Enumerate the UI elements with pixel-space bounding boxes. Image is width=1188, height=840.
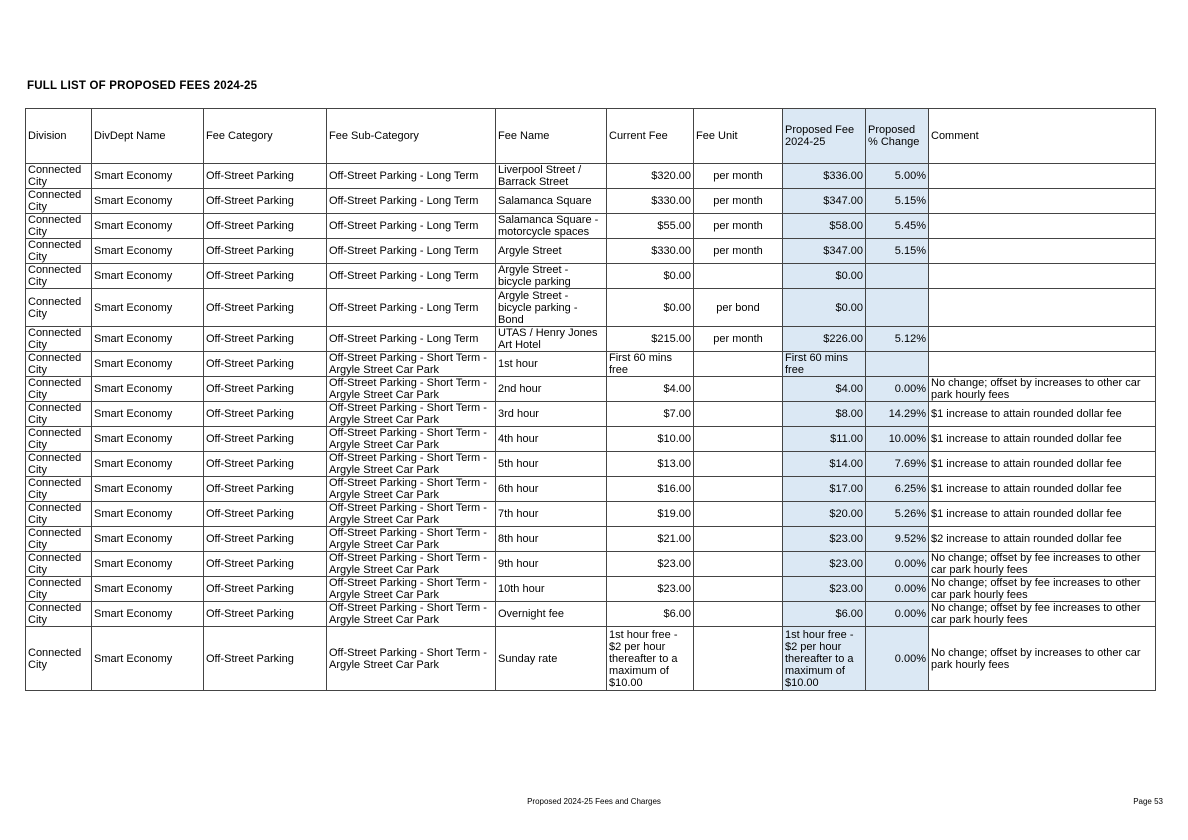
cell-fee-unit: [694, 264, 783, 289]
table-row: [26, 477, 1156, 502]
cell-comment: $1 increase to attain rounded dollar fee: [929, 452, 1156, 477]
cell-division: Connected City: [26, 239, 92, 264]
cell-current-fee: $7.00: [607, 402, 694, 427]
cell-fee-name: 3rd hour: [496, 402, 607, 427]
cell-divdept-name: Smart Economy: [92, 602, 204, 627]
cell-fee-category: Off-Street Parking: [204, 327, 327, 352]
cell-comment: No change; offset by fee increases to other car park hourly fees: [929, 577, 1156, 602]
cell-current-fee: First 60 mins free: [607, 352, 694, 377]
footer-page-number: Page 53: [1133, 797, 1163, 806]
table-row: [26, 602, 1156, 627]
cell-divdept-name: Smart Economy: [92, 477, 204, 502]
cell-fee-sub-category: Off-Street Parking - Long Term: [327, 164, 496, 189]
cell-proposed-fee: First 60 mins free: [783, 352, 866, 377]
table-row: [26, 264, 1156, 289]
cell-fee-sub-category: Off-Street Parking - Short Term - Argyle Street Car Park: [327, 502, 496, 527]
cell-fee-sub-category: Off-Street Parking - Short Term - Argyle Street Car Park: [327, 402, 496, 427]
cell-fee-unit: per bond: [694, 289, 783, 327]
cell-fee-name: 7th hour: [496, 502, 607, 527]
cell-comment: [929, 164, 1156, 189]
cell-fee-sub-category: Off-Street Parking - Long Term: [327, 214, 496, 239]
header-fee-category: Fee Category: [204, 109, 327, 164]
cell-proposed-fee: $23.00: [783, 527, 866, 552]
cell-fee-category: Off-Street Parking: [204, 377, 327, 402]
table-row: [26, 239, 1156, 264]
cell-proposed-change: [866, 352, 929, 377]
cell-fee-unit: per month: [694, 239, 783, 264]
cell-current-fee: $0.00: [607, 289, 694, 327]
fees-table: [25, 108, 1156, 691]
cell-current-fee: $330.00: [607, 189, 694, 214]
cell-division: Connected City: [26, 189, 92, 214]
cell-proposed-fee: $14.00: [783, 452, 866, 477]
cell-proposed-change: 0.00%: [866, 552, 929, 577]
cell-divdept-name: Smart Economy: [92, 452, 204, 477]
cell-fee-unit: per month: [694, 327, 783, 352]
footer-document-title: Proposed 2024-25 Fees and Charges: [527, 797, 661, 806]
table-row: [26, 527, 1156, 552]
cell-fee-category: Off-Street Parking: [204, 527, 327, 552]
header-fee-unit: Fee Unit: [694, 109, 783, 164]
cell-comment: No change; offset by increases to other car park hourly fees: [929, 627, 1156, 691]
cell-fee-sub-category: Off-Street Parking - Short Term - Argyle Street Car Park: [327, 627, 496, 691]
cell-divdept-name: Smart Economy: [92, 327, 204, 352]
cell-fee-category: Off-Street Parking: [204, 502, 327, 527]
table-row: [26, 452, 1156, 477]
cell-fee-unit: [694, 402, 783, 427]
cell-comment: [929, 239, 1156, 264]
cell-proposed-change: [866, 264, 929, 289]
cell-fee-name: Salamanca Square - motorcycle spaces: [496, 214, 607, 239]
cell-division: Connected City: [26, 214, 92, 239]
cell-fee-category: Off-Street Parking: [204, 239, 327, 264]
cell-divdept-name: Smart Economy: [92, 239, 204, 264]
header-current-fee: Current Fee: [607, 109, 694, 164]
cell-proposed-change: 10.00%: [866, 427, 929, 452]
cell-fee-sub-category: Off-Street Parking - Short Term - Argyle Street Car Park: [327, 452, 496, 477]
table-row: [26, 577, 1156, 602]
cell-comment: [929, 189, 1156, 214]
cell-fee-unit: per month: [694, 164, 783, 189]
cell-comment: $1 increase to attain rounded dollar fee: [929, 477, 1156, 502]
cell-division: Connected City: [26, 402, 92, 427]
cell-proposed-change: 0.00%: [866, 377, 929, 402]
table-row: [26, 402, 1156, 427]
cell-comment: [929, 327, 1156, 352]
cell-fee-unit: [694, 452, 783, 477]
cell-proposed-fee: $11.00: [783, 427, 866, 452]
cell-fee-sub-category: Off-Street Parking - Short Term - Argyle Street Car Park: [327, 577, 496, 602]
cell-current-fee: $19.00: [607, 502, 694, 527]
cell-current-fee: $0.00: [607, 264, 694, 289]
cell-fee-category: Off-Street Parking: [204, 189, 327, 214]
cell-divdept-name: Smart Economy: [92, 577, 204, 602]
header-division: Division: [26, 109, 92, 164]
cell-current-fee: 1st hour free - $2 per hour thereafter to a maximum of $10.00: [607, 627, 694, 691]
cell-fee-category: Off-Street Parking: [204, 627, 327, 691]
cell-division: Connected City: [26, 577, 92, 602]
cell-fee-unit: [694, 477, 783, 502]
cell-proposed-fee: $23.00: [783, 552, 866, 577]
table-row: [26, 164, 1156, 189]
cell-division: Connected City: [26, 327, 92, 352]
cell-comment: $1 increase to attain rounded dollar fee: [929, 427, 1156, 452]
cell-fee-unit: [694, 502, 783, 527]
cell-proposed-fee: $0.00: [783, 264, 866, 289]
table-row: [26, 502, 1156, 527]
cell-proposed-fee: $17.00: [783, 477, 866, 502]
cell-divdept-name: Smart Economy: [92, 552, 204, 577]
cell-proposed-fee: $4.00: [783, 377, 866, 402]
cell-current-fee: $6.00: [607, 602, 694, 627]
cell-proposed-change: 5.26%: [866, 502, 929, 527]
cell-proposed-change: 5.00%: [866, 164, 929, 189]
cell-divdept-name: Smart Economy: [92, 377, 204, 402]
cell-fee-name: Argyle Street: [496, 239, 607, 264]
cell-comment: No change; offset by increases to other car park hourly fees: [929, 377, 1156, 402]
cell-fee-unit: [694, 377, 783, 402]
cell-division: Connected City: [26, 427, 92, 452]
cell-fee-category: Off-Street Parking: [204, 427, 327, 452]
cell-fee-sub-category: Off-Street Parking - Short Term - Argyle Street Car Park: [327, 552, 496, 577]
cell-fee-name: Liverpool Street / Barrack Street: [496, 164, 607, 189]
cell-proposed-change: 5.45%: [866, 214, 929, 239]
cell-fee-name: 1st hour: [496, 352, 607, 377]
cell-fee-name: Overnight fee: [496, 602, 607, 627]
cell-proposed-fee: $58.00: [783, 214, 866, 239]
cell-division: Connected City: [26, 264, 92, 289]
cell-comment: No change; offset by fee increases to other car park hourly fees: [929, 602, 1156, 627]
table-row: [26, 214, 1156, 239]
cell-comment: $1 increase to attain rounded dollar fee: [929, 402, 1156, 427]
cell-fee-sub-category: Off-Street Parking - Short Term - Argyle Street Car Park: [327, 377, 496, 402]
cell-division: Connected City: [26, 502, 92, 527]
cell-fee-category: Off-Street Parking: [204, 214, 327, 239]
cell-current-fee: $4.00: [607, 377, 694, 402]
cell-current-fee: $23.00: [607, 577, 694, 602]
header-proposed-change: Proposed % Change: [866, 109, 929, 164]
cell-division: Connected City: [26, 477, 92, 502]
cell-fee-category: Off-Street Parking: [204, 352, 327, 377]
cell-fee-name: 5th hour: [496, 452, 607, 477]
cell-comment: $1 increase to attain rounded dollar fee: [929, 502, 1156, 527]
cell-proposed-change: 5.15%: [866, 189, 929, 214]
cell-fee-name: 6th hour: [496, 477, 607, 502]
cell-divdept-name: Smart Economy: [92, 189, 204, 214]
cell-current-fee: $215.00: [607, 327, 694, 352]
header-fee-sub-category: Fee Sub-Category: [327, 109, 496, 164]
cell-fee-category: Off-Street Parking: [204, 452, 327, 477]
table-row: [26, 552, 1156, 577]
cell-current-fee: $330.00: [607, 239, 694, 264]
cell-proposed-change: 5.12%: [866, 327, 929, 352]
cell-division: Connected City: [26, 164, 92, 189]
cell-fee-sub-category: Off-Street Parking - Short Term - Argyle Street Car Park: [327, 527, 496, 552]
cell-proposed-change: 7.69%: [866, 452, 929, 477]
table-row: [26, 627, 1156, 691]
cell-proposed-change: 5.15%: [866, 239, 929, 264]
cell-current-fee: $10.00: [607, 427, 694, 452]
cell-fee-unit: [694, 527, 783, 552]
cell-divdept-name: Smart Economy: [92, 352, 204, 377]
cell-comment: [929, 264, 1156, 289]
cell-fee-sub-category: Off-Street Parking - Long Term: [327, 239, 496, 264]
cell-fee-unit: [694, 352, 783, 377]
table-row: [26, 352, 1156, 377]
cell-current-fee: $21.00: [607, 527, 694, 552]
cell-fee-sub-category: Off-Street Parking - Long Term: [327, 264, 496, 289]
cell-fee-name: 8th hour: [496, 527, 607, 552]
cell-proposed-fee: $6.00: [783, 602, 866, 627]
header-comment: Comment: [929, 109, 1156, 164]
cell-fee-sub-category: Off-Street Parking - Short Term - Argyle Street Car Park: [327, 427, 496, 452]
cell-fee-category: Off-Street Parking: [204, 402, 327, 427]
cell-proposed-change: 6.25%: [866, 477, 929, 502]
cell-division: Connected City: [26, 602, 92, 627]
cell-fee-unit: per month: [694, 214, 783, 239]
cell-fee-category: Off-Street Parking: [204, 602, 327, 627]
cell-proposed-change: [866, 289, 929, 327]
header-proposed-fee: Proposed Fee 2024-25: [783, 109, 866, 164]
cell-divdept-name: Smart Economy: [92, 627, 204, 691]
cell-current-fee: $320.00: [607, 164, 694, 189]
cell-proposed-change: 0.00%: [866, 577, 929, 602]
cell-division: Connected City: [26, 527, 92, 552]
header-divdept-name: DivDept Name: [92, 109, 204, 164]
cell-comment: No change; offset by fee increases to other car park hourly fees: [929, 552, 1156, 577]
cell-proposed-change: 9.52%: [866, 527, 929, 552]
cell-fee-sub-category: Off-Street Parking - Long Term: [327, 189, 496, 214]
table-row: [26, 327, 1156, 352]
cell-fee-category: Off-Street Parking: [204, 577, 327, 602]
cell-current-fee: $23.00: [607, 552, 694, 577]
cell-comment: [929, 352, 1156, 377]
header-fee-name: Fee Name: [496, 109, 607, 164]
cell-fee-name: 9th hour: [496, 552, 607, 577]
cell-proposed-fee: $23.00: [783, 577, 866, 602]
cell-proposed-change: 0.00%: [866, 627, 929, 691]
cell-fee-category: Off-Street Parking: [204, 264, 327, 289]
cell-fee-sub-category: Off-Street Parking - Long Term: [327, 289, 496, 327]
cell-fee-name: Sunday rate: [496, 627, 607, 691]
cell-proposed-fee: $226.00: [783, 327, 866, 352]
cell-current-fee: $13.00: [607, 452, 694, 477]
cell-division: Connected City: [26, 452, 92, 477]
cell-proposed-change: 14.29%: [866, 402, 929, 427]
cell-fee-name: UTAS / Henry Jones Art Hotel: [496, 327, 607, 352]
cell-current-fee: $55.00: [607, 214, 694, 239]
cell-comment: [929, 289, 1156, 327]
cell-divdept-name: Smart Economy: [92, 164, 204, 189]
cell-fee-sub-category: Off-Street Parking - Short Term - Argyle Street Car Park: [327, 477, 496, 502]
cell-fee-unit: per month: [694, 189, 783, 214]
cell-division: Connected City: [26, 352, 92, 377]
cell-proposed-fee: $8.00: [783, 402, 866, 427]
cell-current-fee: $16.00: [607, 477, 694, 502]
cell-fee-name: Argyle Street - bicycle parking - Bond: [496, 289, 607, 327]
cell-divdept-name: Smart Economy: [92, 289, 204, 327]
cell-fee-name: Salamanca Square: [496, 189, 607, 214]
cell-proposed-fee: 1st hour free - $2 per hour thereafter to a maximum of $10.00: [783, 627, 866, 691]
cell-proposed-fee: $336.00: [783, 164, 866, 189]
cell-divdept-name: Smart Economy: [92, 427, 204, 452]
cell-proposed-fee: $347.00: [783, 189, 866, 214]
cell-comment: $2 increase to attain rounded dollar fee: [929, 527, 1156, 552]
cell-proposed-fee: $0.00: [783, 289, 866, 327]
cell-fee-unit: [694, 602, 783, 627]
cell-divdept-name: Smart Economy: [92, 402, 204, 427]
cell-proposed-fee: $20.00: [783, 502, 866, 527]
table-header-row: [26, 109, 1156, 164]
cell-fee-name: Argyle Street - bicycle parking: [496, 264, 607, 289]
table-row: [26, 189, 1156, 214]
table-row: [26, 427, 1156, 452]
cell-proposed-fee: $347.00: [783, 239, 866, 264]
cell-divdept-name: Smart Economy: [92, 502, 204, 527]
table-row: [26, 377, 1156, 402]
cell-fee-name: 4th hour: [496, 427, 607, 452]
cell-division: Connected City: [26, 377, 92, 402]
cell-fee-sub-category: Off-Street Parking - Short Term - Argyle Street Car Park: [327, 352, 496, 377]
cell-divdept-name: Smart Economy: [92, 214, 204, 239]
cell-division: Connected City: [26, 289, 92, 327]
cell-comment: [929, 214, 1156, 239]
cell-fee-unit: [694, 427, 783, 452]
table-row: [26, 289, 1156, 327]
page-title: FULL LIST OF PROPOSED FEES 2024-25: [27, 80, 258, 92]
cell-fee-name: 2nd hour: [496, 377, 607, 402]
cell-fee-category: Off-Street Parking: [204, 164, 327, 189]
cell-division: Connected City: [26, 627, 92, 691]
cell-fee-category: Off-Street Parking: [204, 289, 327, 327]
cell-fee-category: Off-Street Parking: [204, 552, 327, 577]
cell-divdept-name: Smart Economy: [92, 264, 204, 289]
cell-fee-unit: [694, 627, 783, 691]
cell-fee-unit: [694, 552, 783, 577]
cell-fee-sub-category: Off-Street Parking - Long Term: [327, 327, 496, 352]
cell-fee-category: Off-Street Parking: [204, 477, 327, 502]
cell-fee-name: 10th hour: [496, 577, 607, 602]
cell-division: Connected City: [26, 552, 92, 577]
cell-divdept-name: Smart Economy: [92, 527, 204, 552]
cell-fee-unit: [694, 577, 783, 602]
cell-fee-sub-category: Off-Street Parking - Short Term - Argyle Street Car Park: [327, 602, 496, 627]
cell-proposed-change: 0.00%: [866, 602, 929, 627]
